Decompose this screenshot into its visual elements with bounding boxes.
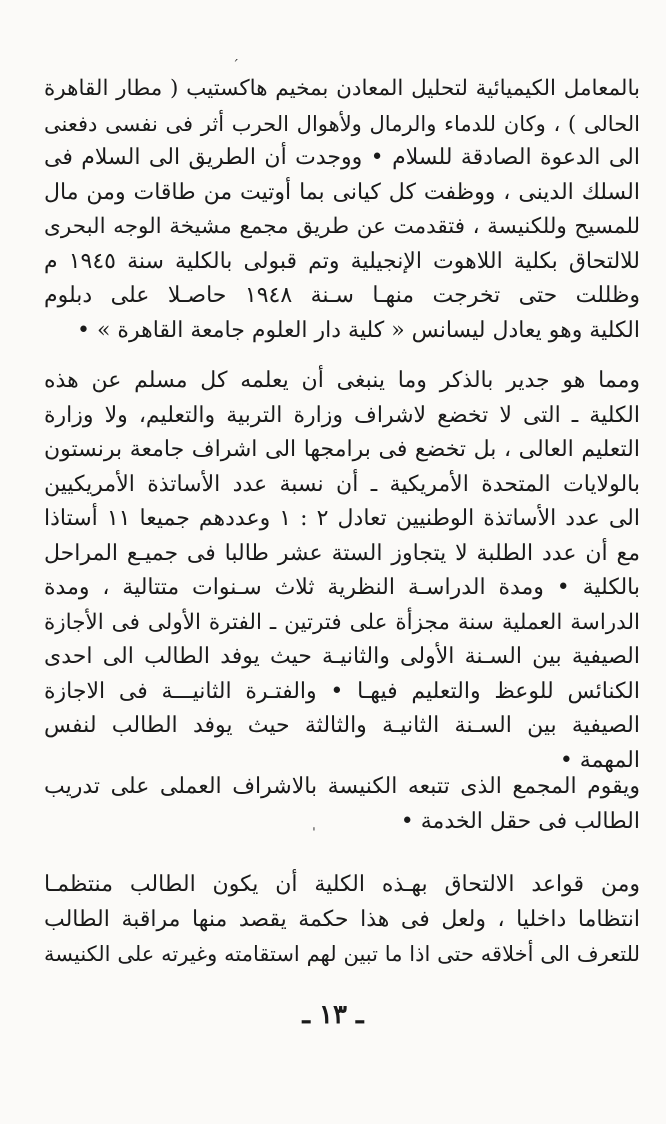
paragraph-1-line-1: بالمعامل الكيميائية لتحليل المعادن بمخيم هاكستيب ( مطار القاهرة [44, 76, 640, 101]
paragraph-1-line-3: الى الدعوة الصادقة للسلام • ووجدت أن الطريق الى السلام فى [44, 145, 640, 170]
paragraph-2-line-7: بالكلية • ومدة الدراسـة النظرية ثلاث سـنوات متتالية ، ومدة [44, 575, 640, 600]
scan-speck: ´ [232, 58, 239, 74]
paragraph-2-line-4: بالولايات المتحدة الأمريكية ـ أن نسبة عدد الأساتذة الأمريكيين [44, 471, 640, 497]
paragraph-1 [44, 72, 640, 348]
paragraph-1-line-8: الكلية وهو يعادل ليسانس « كلية دار العلوم جامعة القاهرة » • [77, 317, 640, 343]
paragraph-3 [44, 770, 640, 839]
paragraph-2-line-5: الى عدد الأساتذة الوطنيين تعادل ٢ : ١ وعددهم جميعا ١١ أستاذا [44, 506, 640, 531]
page-number: ـ ١٣ ـ [302, 1000, 364, 1030]
paragraph-2-line-8: الدراسة العملية سنة مجزأة على فترتين ـ الفترة الأولى فى الأجازة [44, 609, 640, 635]
paragraph-3-line-1: ويقوم المجمع الذى تتبعه الكنيسة بالاشراف العملى على تدريب [44, 774, 640, 799]
paragraph-4-line-1: ومن قواعد الالتحاق بهـذه الكلية أن يكون الطالب منتظمـا [44, 872, 640, 897]
paragraph-1-line-4: السلك الدينى ، ووظفت كل كيانى بما أوتيت من طاقات ومن مال [44, 179, 640, 205]
paragraph-1-line-2: الحالى ) ، وكان للدماء والرمال ولأهوال الحرب أثر فى نفسى دفعنى [44, 111, 640, 136]
paragraph-2-line-10: الكنائس للوعظ والتعليم فيهـا • والفتـرة الثانيـــة فى الاجازة [44, 678, 640, 704]
paragraph-2-line-6: مع أن عدد الطلبة لا يتجاوز الستة عشر طالبا فى جميـع المراحل [44, 540, 640, 566]
paragraph-2-line-12: المهمة • [559, 747, 640, 773]
paragraph-3-line-2: الطالب فى حقل الخدمة • [400, 808, 640, 834]
paragraph-2 [44, 364, 640, 778]
paragraph-4-line-3: للتعرف الى أخلاقه حتى اذا ما تبين لهم استقامته وغيرته على الكنيسة [44, 942, 640, 966]
paragraph-4-line-2: انتظاما داخليا ، ولعل فى هذا حكمة يقصد منها مراقبة الطالب [44, 906, 640, 932]
paragraph-4 [44, 868, 640, 972]
paragraph-1-line-7: وظللت حتى تخرجت منهـا سـنة ١٩٤٨ حاصـلا على دبلوم [44, 283, 640, 308]
scan-speck: ˈ [312, 826, 316, 842]
paragraph-2-line-2: الكلية ـ التى لا تخضع لاشراف وزارة التربية والتعليم، ولا وزارة [44, 402, 640, 428]
paragraph-2-line-1: ومما هو جدير بالذكر وما ينبغى أن يعلمه كل مسلم عن هذه [44, 368, 640, 393]
paragraph-1-line-5: للمسيح وللكنيسة ، فتقدمت عن طريق مجمع مشيخة الوجه البحرى [44, 214, 640, 239]
paragraph-1-line-6: للالتحاق بكلية اللاهوت الإنجيلية وتم قبولى بالكلية سنة ١٩٤٥ م [44, 248, 640, 274]
paragraph-2-line-11: الصيفية بين السـنة الثانيـة والثالثة حيث يوفد الطالب لنفس [44, 713, 640, 738]
paragraph-2-line-9: الصيفية بين السـنة الأولى والثانيـة حيث يوفد الطالب الى احدى [44, 644, 640, 669]
paragraph-2-line-3: التعليم العالى ، بل تخضع فى برامجها الى اشراف جامعة برنستون [44, 437, 640, 462]
